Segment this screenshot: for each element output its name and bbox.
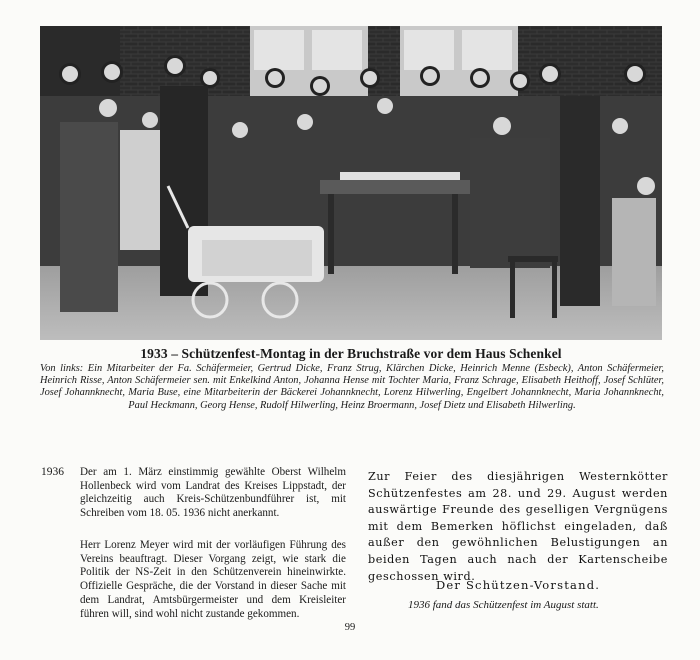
chronicle-paragraph-1: Der am 1. März einstimmig gewählte Oberst Wilhelm Hollenbeck wird vom Landrat des Kreises Lippstadt, der gleichzeitig auch Kreis-Schützenbundführer ist, mit Schreiben vom 18. 05. 1936 nicht anerkannt. [80,466,346,520]
clipping-caption-note: 1936 fand das Schützenfest im August statt. [408,599,599,611]
chronicle-year: 1936 [41,466,64,478]
page-number: 99 [344,622,356,633]
newspaper-clipping-signature: Der Schützen-Vorstand. [436,578,601,592]
photo-caption-title: 1933 – Schützenfest-Montag in der Bruchstraße vor dem Haus Schenkel [140,346,562,361]
group-photo [40,26,662,340]
chronicle-paragraph-2: Herr Lorenz Meyer wird mit der vorläufigen Führung des Vereins beauftragt. Dieser Vorgang zeigt, wie stark die Politik der NS-Zeit in den Schützenverein hineinwirkte. Offizielle Gespräche, die der Vorstand in dieser Sache mit dem Landrat, Amtsbürgermeister und dem Kreisleiter führen will, sind wohl nicht zustande gekommen. [80,539,346,620]
newspaper-clipping-text: Zur Feier des diesjährigen Westernkötter Schützenfestes am 28. und 29. August werden auswärtige Freunde des geselligen Vergnügens mit dem Bemerken höflichst eingeladen, daß außer den gewöhnlichen Belustigungen an beiden Tagen auch nach der Kartenscheibe geschossen wird. [368,470,668,583]
photo-caption-names: Von links: Ein Mitarbeiter der Fa. Schäfermeier, Gertrud Dicke, Franz Strug, Klärchen Dicke, Heinrich Menne (Esbeck), Anton Schäfermeier, Heinrich Risse, Anton Schäfermeier sen. mit Enkelkind Anton, Johanna Hense mit Tochter Maria, Franz Schrage, Elisabeth Heithoff, Josef Schlüter, Josef Johannknecht, Maria Buse, eine Mitarbeiterin der Bäckerei Johannknecht, Lorenz Hilwerling, Engelbert Johannknecht, Maria Johannknecht, Paul Heckmann, Georg Hense, Rudolf Hilwerling, Heinz Broermann, Josef Dietz und Elisabeth Hilwerling. [40,363,664,411]
photo-illustration [40,26,662,340]
